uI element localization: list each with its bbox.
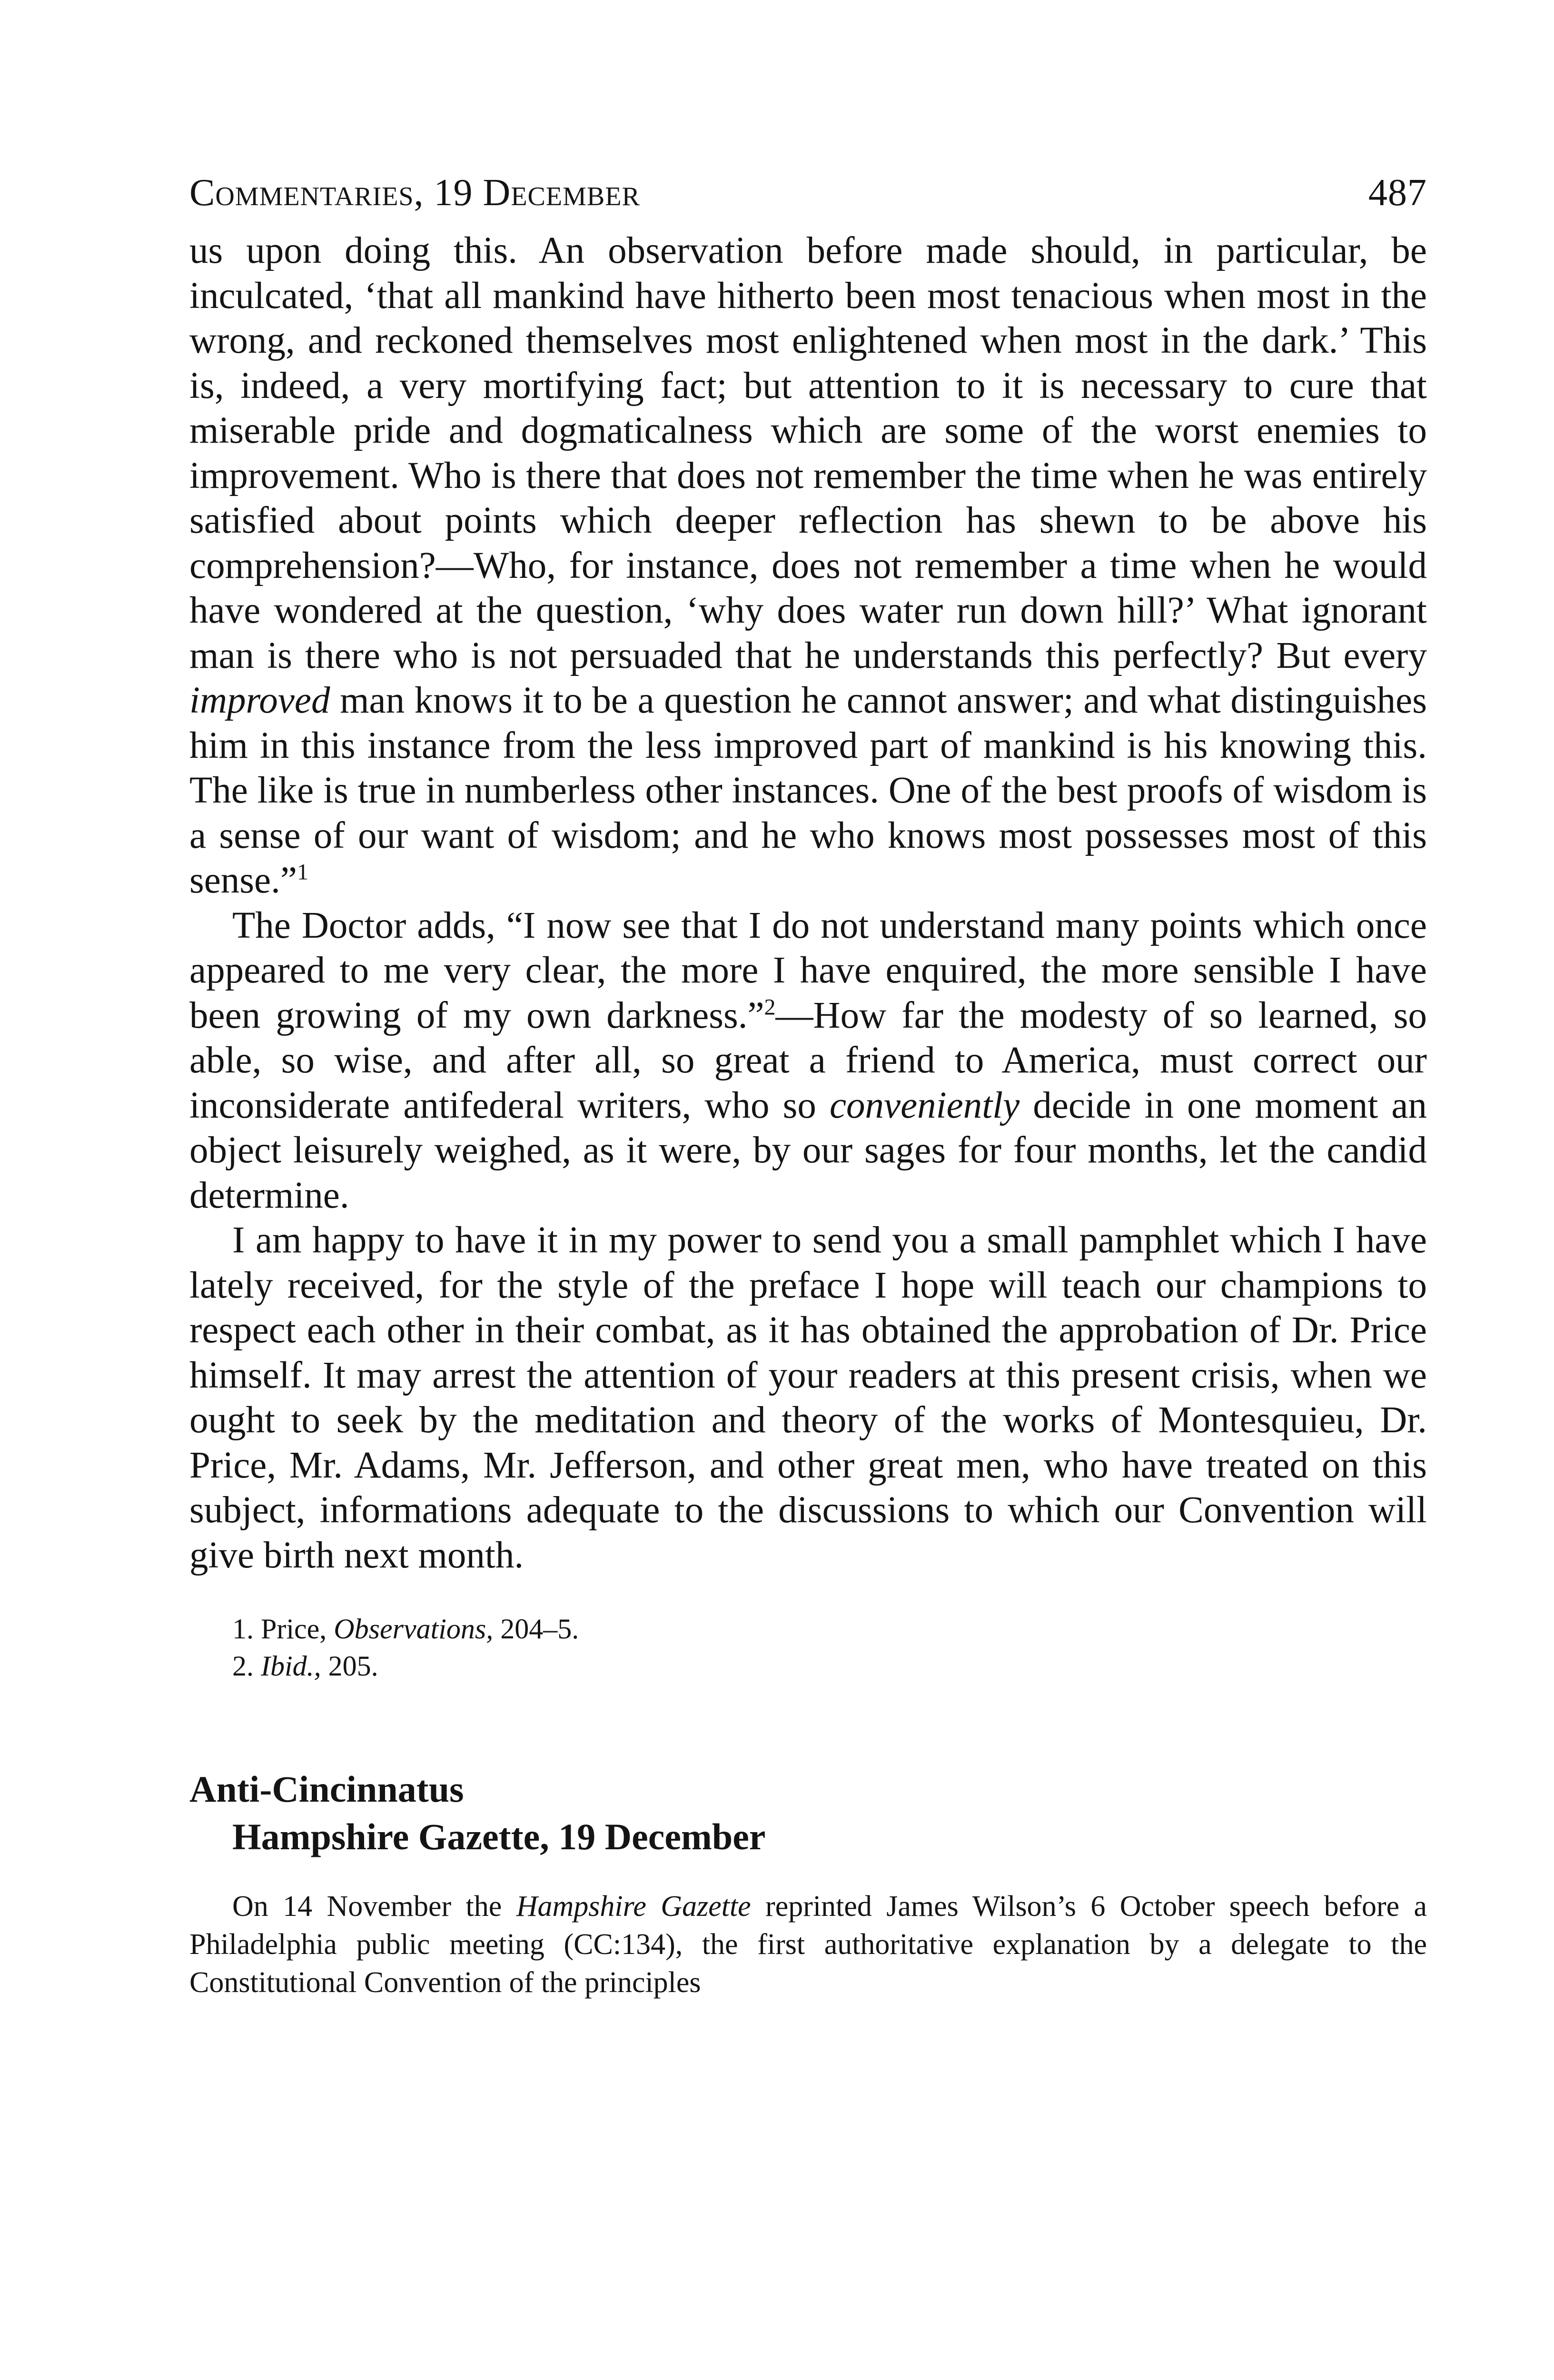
- footnote-italic: Ibid.,: [261, 1650, 321, 1682]
- footnote-text: 205.: [321, 1650, 378, 1682]
- intro-italic: Hampshire Gazette: [516, 1890, 751, 1923]
- footnote-2: [232, 1647, 1427, 1685]
- running-title: Commentaries, 19 December: [189, 172, 640, 214]
- footnote-ref-1: 1: [297, 859, 308, 885]
- paragraph-2-italic: conveniently: [829, 1084, 1020, 1126]
- footnote-1: [232, 1610, 1427, 1647]
- paragraph-1-text: us upon doing this. An observation before made should, in particular, be inculcated, ‘that all mankind have hitherto been most tenacious when most in the wrong, and reckoned themselves most enlightened when most in the dark.’ This is, indeed, a very mortifying fact; but attention to it is necessary to cure that miserable pride and dogmaticalness which are some of the worst enemies to improvement. Who is there that does not remember the time when he was entirely satisfied about points which deeper reflection has shewn to be above his comprehension?—Who, for instance, does not remember a time when he would have wondered at the question, ‘why does water run down hill?’ What ignorant man is there who is not persuaded that he understands this perfectly? But every: [189, 230, 1427, 676]
- paragraph-2-text-b: —How far the modesty of so learned, so able, so wise, and after all, so great a friend to America, must correct our inconsiderate antifederal writers, who so: [189, 994, 1427, 1126]
- footnote-italic: Observations,: [334, 1613, 494, 1645]
- paragraph-3: I am happy to have it in my power to send you a small pamphlet which I have lately received, for the style of the preface I hope will teach our champions to respect each other in their combat, as it has obtained the approbation of Dr. Price himself. It may arrest the attention of your readers at this present crisis, when we ought to seek by the meditation and theory of the works of Montesquieu, Dr. Price, Mr. Adams, Mr. Jefferson, and other great men, who have treated on this subject, informations adequate to the discussions to which our Convention will give birth next month.: [189, 1220, 1427, 1576]
- running-head: [189, 171, 1427, 228]
- paragraph-1: [189, 228, 1427, 903]
- article-title: Anti-Cincinnatus: [189, 1768, 464, 1810]
- paragraph-2-text: The Doctor adds, “I now see that I do not understand many points which once appeared to me very clear, the more I have enquired, the more sensible I have been growing of my own darkness.”: [189, 904, 1427, 1036]
- paragraph-1-italic: improved: [189, 680, 330, 721]
- article-intro: [189, 1887, 1427, 2002]
- book-page: [189, 171, 1427, 2031]
- footnote-text: 204–5.: [493, 1613, 579, 1645]
- intro-text: On 14 November the: [232, 1890, 516, 1923]
- footnote-ref-2: 2: [764, 994, 776, 1020]
- footnotes: [189, 1610, 1427, 1685]
- paragraph-2-text-c: decide in one moment an object leisurely weighed, as it were, by our sages for four months, let the candid determine.: [189, 1084, 1427, 1216]
- page-number: 487: [1368, 172, 1427, 214]
- paragraph-2: [189, 903, 1427, 1219]
- main-text: [189, 228, 1427, 1578]
- article-heading: [189, 1765, 1427, 1861]
- footnote-text: [254, 1650, 261, 1682]
- intro-text-b: reprinted James Wilson’s 6 October speech before a Philadelphia public meeting (CC:134), the first authoritative explanation by a delegate to the Constitutional Convention of the principles: [189, 1890, 1427, 1999]
- footnote-text: Price,: [254, 1613, 334, 1645]
- footnote-number: 2.: [232, 1650, 254, 1682]
- article-subtitle: Hampshire Gazette, 19 December: [232, 1816, 766, 1857]
- footnote-number: 1.: [232, 1613, 254, 1645]
- paragraph-1-text-b: man knows it to be a question he cannot answer; and what distinguishes him in this instance from the less improved part of mankind is his knowing this. The like is true in numberless other instances. One of the best proofs of wisdom is a sense of our want of wisdom; and he who knows most possesses most of this sense.”: [189, 680, 1427, 901]
